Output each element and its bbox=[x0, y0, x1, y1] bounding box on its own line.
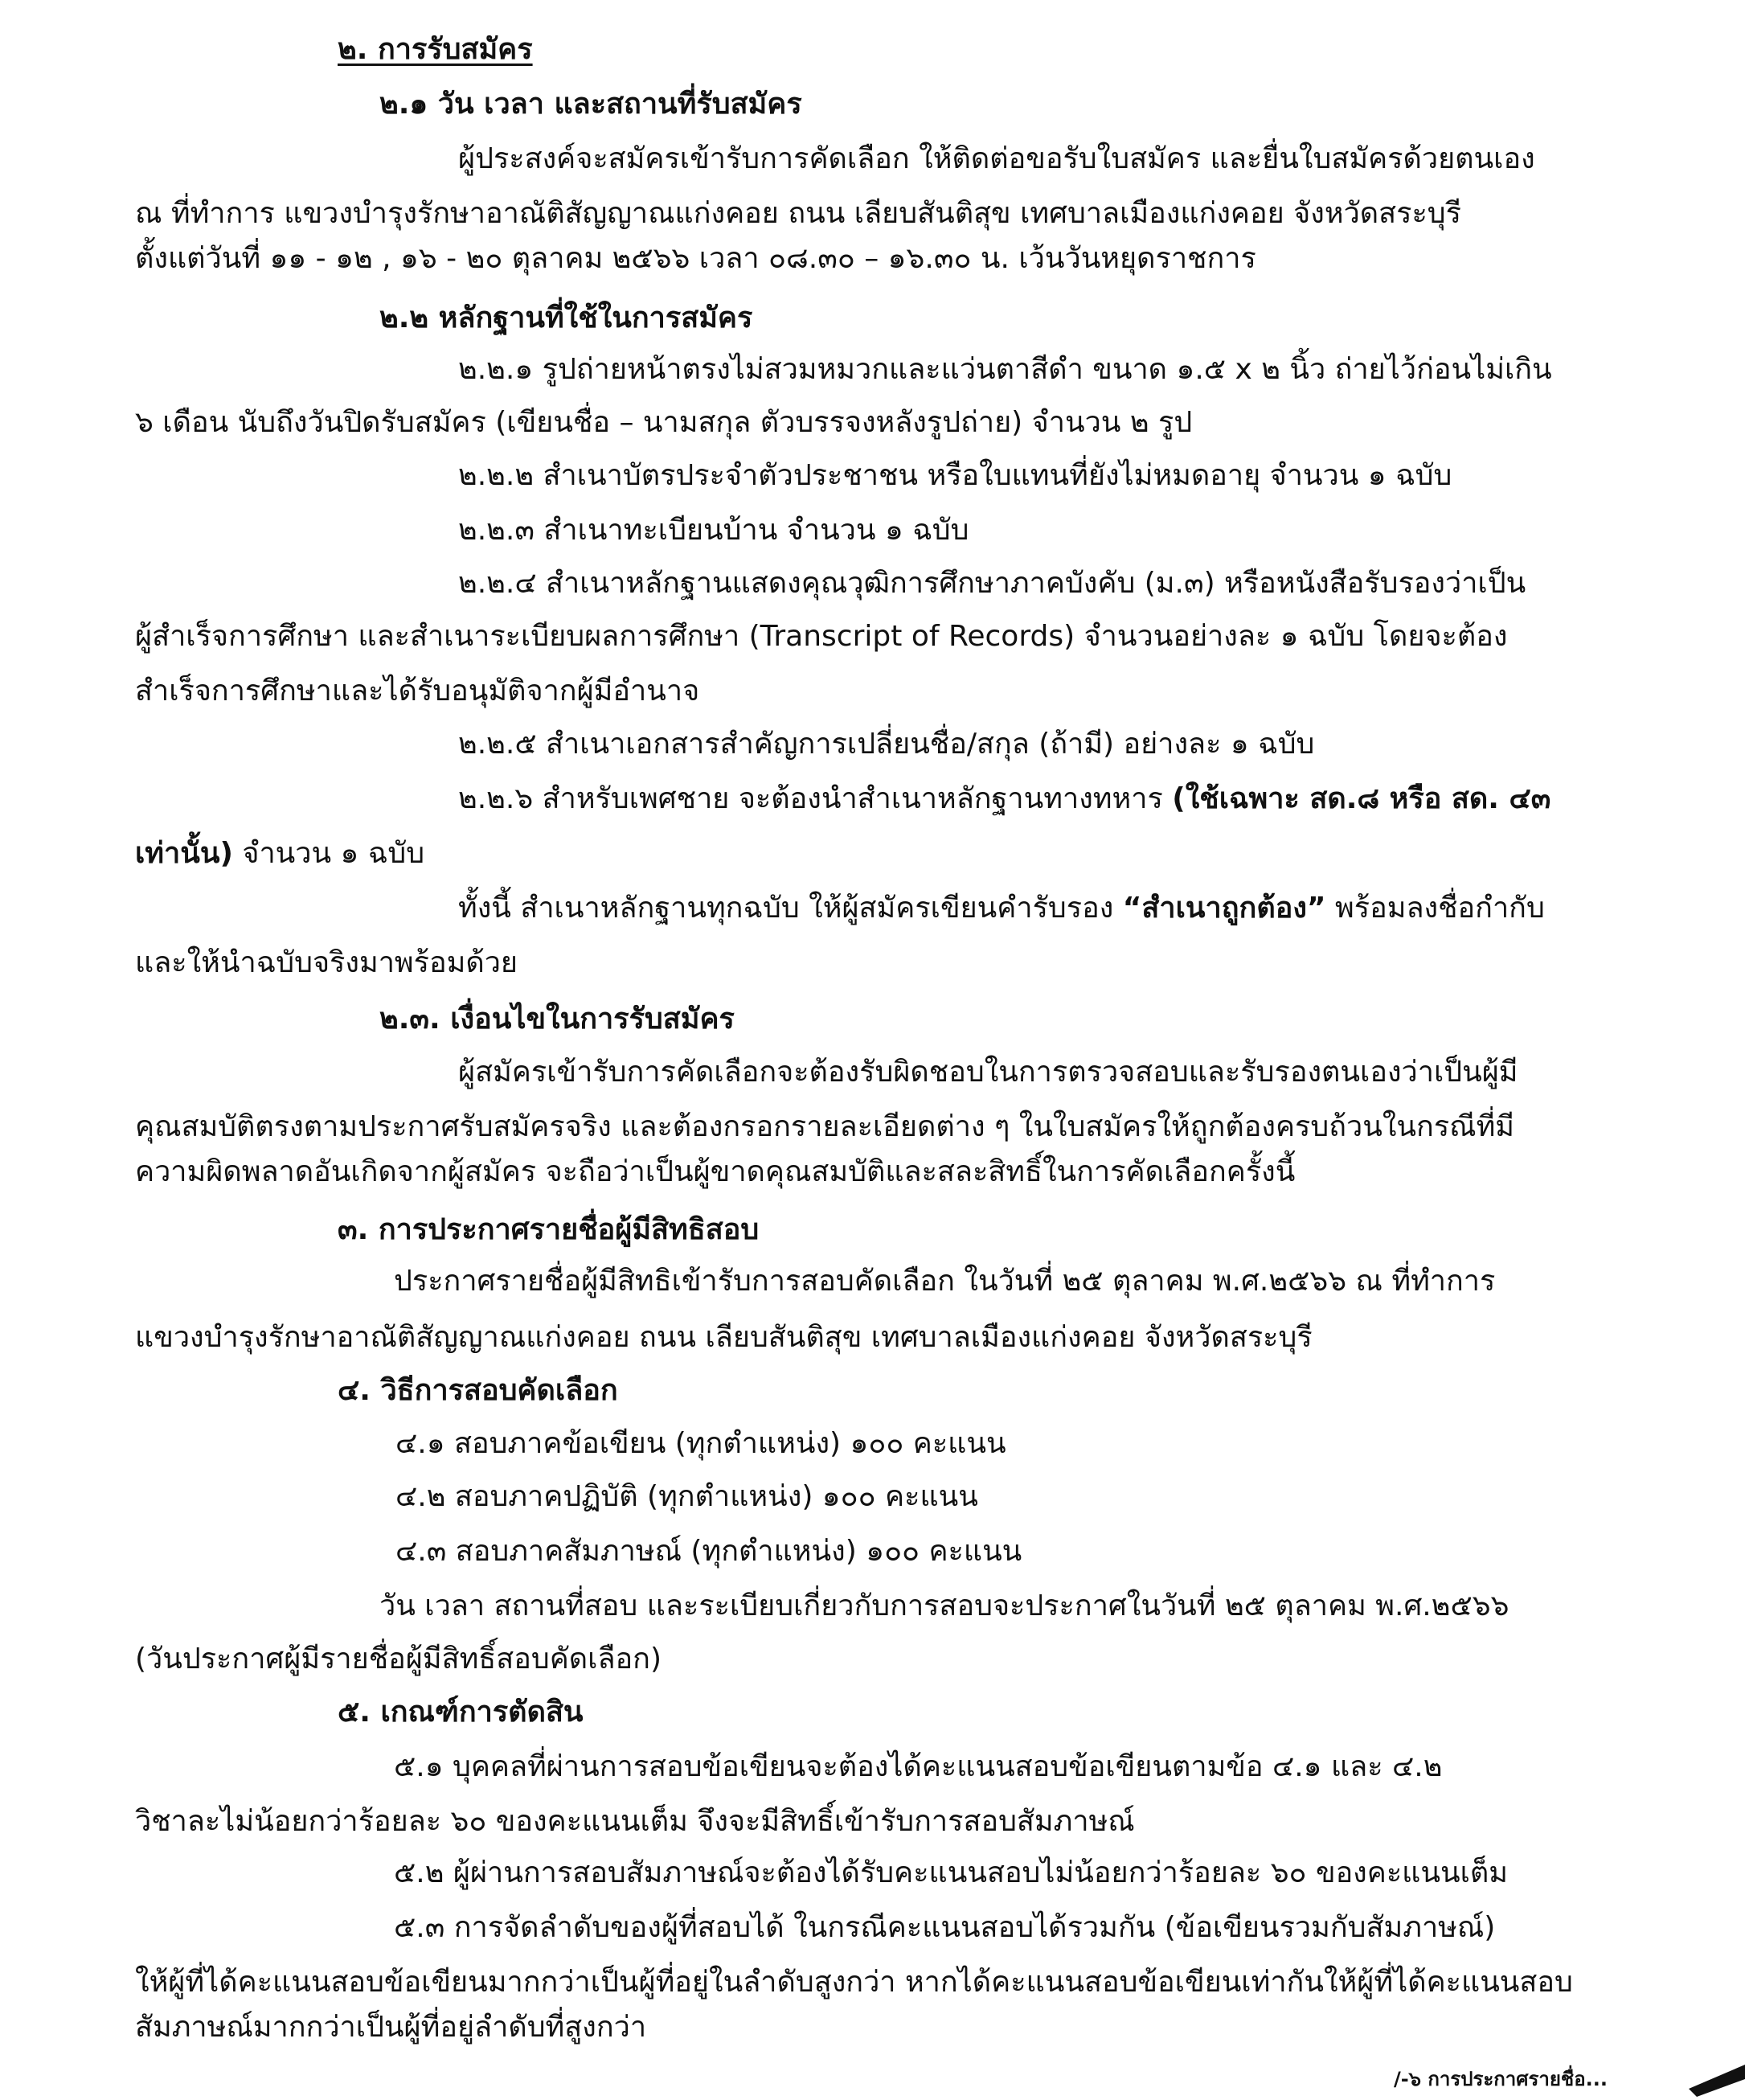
paragraph-line: ๕.๑ บุคคลที่ผ่านการสอบข้อเขียนจะต้องได้คะแนนสอบข้อเขียนตามข้อ ๔.๑ และ ๔.๒ bbox=[394, 1750, 1443, 1783]
paragraph-line: ความผิดพลาดอันเกิดจากผู้สมัคร จะถือว่าเป็นผู้ขาดคุณสมบัติและสละสิทธิ์ในการคัดเลือกครั้งนี้ bbox=[135, 1155, 1296, 1188]
paragraph-line: ๔.๑ สอบภาคข้อเขียน (ทุกตำแหน่ง) ๑๐๐ คะแนน bbox=[395, 1427, 1006, 1460]
paragraph-line: ๖ เดือน นับถึงวันปิดรับสมัคร (เขียนชื่อ – นามสกุล ตัวบรรจงหลังรูปถ่าย) จำนวน ๒ รูป bbox=[135, 406, 1193, 439]
text-run: ทั้งนี้ สำเนาหลักฐานทุกฉบับ ให้ผู้สมัครเขียนคำรับรอง bbox=[458, 892, 1114, 925]
paragraph-line: (วันประกาศผู้มีรายชื่อผู้มีสิทธิ์สอบคัดเลือก) bbox=[135, 1643, 662, 1675]
paragraph-line bbox=[458, 888, 1545, 929]
paragraph-line: ๔.๒ สอบภาคปฏิบัติ (ทุกตำแหน่ง) ๑๐๐ คะแนน bbox=[395, 1480, 978, 1513]
section-3-heading: ๓. การประกาศรายชื่อผู้มีสิทธิสอบ bbox=[338, 1213, 760, 1246]
paragraph-line: แขวงบำรุงรักษาอาณัติสัญญาณแก่งคอย ถนน เลียบสันติสุข เทศบาลเมืองแก่งคอย จังหวัดสระบุรี bbox=[135, 1321, 1313, 1354]
paragraph-line: ๒.๒.๒ สำเนาบัตรประจำตัวประชาชน หรือใบแทนที่ยังไม่หมดอายุ จำนวน ๑ ฉบับ bbox=[458, 459, 1452, 492]
section-2-3-heading: ๒.๓. เงื่อนไขในการรับสมัคร bbox=[379, 1003, 735, 1036]
section-2-heading: ๒. การรับสมัคร bbox=[338, 33, 533, 66]
paragraph-line: สำเร็จการศึกษาและได้รับอนุมัติจากผู้มีอำนาจ bbox=[135, 675, 700, 708]
paragraph-line: ๒.๒.๕ สำเนาเอกสารสำคัญการเปลี่ยนชื่อ/สกุล (ถ้ามี) อย่างละ ๑ ฉบับ bbox=[458, 728, 1315, 761]
text-run: พร้อมลงชื่อกำกับ bbox=[1335, 892, 1545, 925]
text-run-bold: “สำเนาถูกต้อง” bbox=[1122, 892, 1326, 925]
page-edge-mark bbox=[1673, 2041, 1745, 2097]
text-run: จำนวน ๑ ฉบับ bbox=[242, 837, 425, 870]
section-2-1-heading: ๒.๑ วัน เวลา และสถานที่รับสมัคร bbox=[379, 88, 802, 121]
paragraph-line: ประกาศรายชื่อผู้มีสิทธิเข้ารับการสอบคัดเลือก ในวันที่ ๒๕ ตุลาคม พ.ศ.๒๕๖๖ ณ ที่ทำการ bbox=[394, 1265, 1496, 1298]
paragraph-line: ๕.๒ ผู้ผ่านการสอบสัมภาษณ์จะต้องได้รับคะแนนสอบไม่น้อยกว่าร้อยละ ๖๐ ของคะแนนเต็ม bbox=[394, 1856, 1509, 1889]
paragraph-line: ผู้สมัครเข้ารับการคัดเลือกจะต้องรับผิดชอบในการตรวจสอบและรับรองตนเองว่าเป็นผู้มี bbox=[458, 1056, 1518, 1089]
paragraph-line bbox=[458, 778, 1550, 820]
paragraph-line: ๒.๒.๑ รูปถ่ายหน้าตรงไม่สวมหมวกและแว่นตาสีดำ ขนาด ๑.๕ x ๒ นิ้ว ถ่ายไว้ก่อนไม่เกิน bbox=[458, 353, 1552, 386]
footer-continuation-ref: /-๖ การประกาศรายชื่อ... bbox=[1394, 2068, 1608, 2090]
section-4-heading: ๔. วิธีการสอบคัดเลือก bbox=[338, 1374, 618, 1407]
text-run-bold: (ใช้เฉพาะ สด.๘ หรือ สด. ๔๓ bbox=[1172, 782, 1551, 815]
paragraph-line: วิชาละไม่น้อยกว่าร้อยละ ๖๐ ของคะแนนเต็ม จึงจะมีสิทธิ์เข้ารับการสอบสัมภาษณ์ bbox=[135, 1805, 1135, 1838]
paragraph-line bbox=[135, 833, 424, 875]
section-2-2-heading: ๒.๒ หลักฐานที่ใช้ในการสมัคร bbox=[379, 301, 753, 334]
paragraph-line: ผู้สำเร็จการศึกษา และสำเนาระเบียบผลการศึกษา (Transcript of Records) จำนวนอย่างละ ๑ ฉบับ โดยจะต้อง bbox=[135, 620, 1508, 653]
text-run: ๒.๒.๖ สำหรับเพศชาย จะต้องนำสำเนาหลักฐานทางทหาร bbox=[458, 782, 1163, 815]
paragraph-line: ผู้ประสงค์จะสมัครเข้ารับการคัดเลือก ให้ติดต่อขอรับใบสมัคร และยื่นใบสมัครด้วยตนเอง bbox=[458, 142, 1535, 175]
paragraph-line: ๔.๓ สอบภาคสัมภาษณ์ (ทุกตำแหน่ง) ๑๐๐ คะแนน bbox=[395, 1535, 1022, 1568]
paragraph-line: ๒.๒.๓ สำเนาทะเบียนบ้าน จำนวน ๑ ฉบับ bbox=[458, 514, 969, 547]
paragraph-line: ให้ผู้ที่ได้คะแนนสอบข้อเขียนมากกว่าเป็นผู้ที่อยู่ในลำดับสูงกว่า หากได้คะแนนสอบข้อเขียนเท่ากันให้ผู้ที่ได้คะแนนสอบ bbox=[135, 1966, 1573, 1999]
paragraph-line: สัมภาษณ์มากกว่าเป็นผู้ที่อยู่ลำดับที่สูงกว่า bbox=[135, 2011, 647, 2044]
paragraph-line: ตั้งแต่วันที่ ๑๑ - ๑๒ , ๑๖ - ๒๐ ตุลาคม ๒๕๖๖ เวลา ๐๘.๓๐ – ๑๖.๓๐ น. เว้นวันหยุดราชการ bbox=[135, 242, 1256, 275]
text-run-bold: เท่านั้น) bbox=[135, 837, 233, 870]
paragraph-line: ๕.๓ การจัดลำดับของผู้ที่สอบได้ ในกรณีคะแนนสอบได้รวมกัน (ข้อเขียนรวมกับสัมภาษณ์) bbox=[394, 1911, 1496, 1944]
paragraph-line: ๒.๒.๔ สำเนาหลักฐานแสดงคุณวุฒิการศึกษาภาคบังคับ (ม.๓) หรือหนังสือรับรองว่าเป็น bbox=[458, 567, 1526, 600]
paragraph-line: ณ ที่ทำการ แขวงบำรุงรักษาอาณัติสัญญาณแก่งคอย ถนน เลียบสันติสุข เทศบาลเมืองแก่งคอย จังหวัดสระบุรี bbox=[135, 197, 1461, 230]
paragraph-line: คุณสมบัติตรงตามประกาศรับสมัครจริง และต้องกรอกรายละเอียดต่าง ๆ ในใบสมัครให้ถูกต้องครบถ้วนในกรณีที่มี bbox=[135, 1110, 1515, 1143]
paragraph-line: วัน เวลา สถานที่สอบ และระเบียบเกี่ยวกับการสอบจะประกาศในวันที่ ๒๕ ตุลาคม พ.ศ.๒๕๖๖ bbox=[379, 1589, 1509, 1622]
section-5-heading: ๕. เกณฑ์การตัดสิน bbox=[338, 1696, 584, 1729]
paragraph-line: และให้นำฉบับจริงมาพร้อมด้วย bbox=[135, 946, 518, 979]
